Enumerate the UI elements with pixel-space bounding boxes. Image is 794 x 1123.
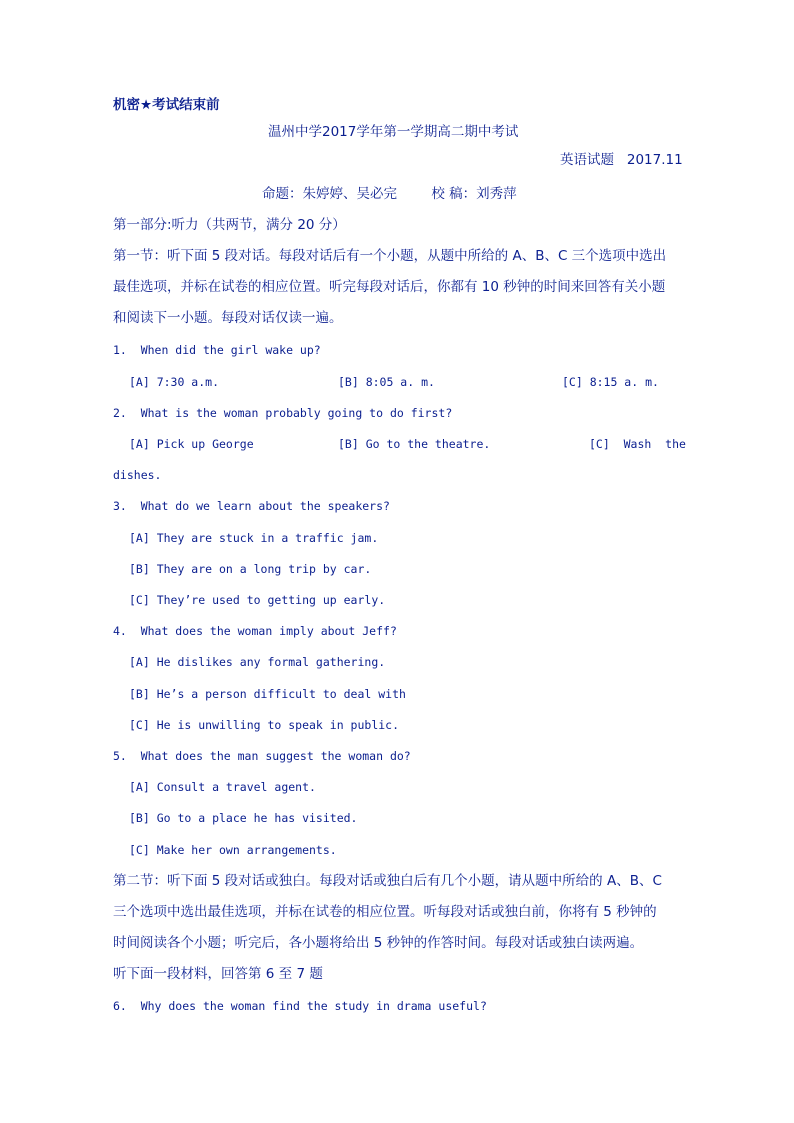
question-6: 6. Why does the woman find the study in drama useful? xyxy=(113,999,487,1013)
question-4: 4. What does the woman imply about Jeff? xyxy=(113,624,397,638)
material-note: 听下面一段材料，回答第 6 至 7 题 xyxy=(113,966,323,982)
q4-option-c: [C] He is unwilling to speak in public. xyxy=(129,718,400,732)
q5-option-a: [A] Consult a travel agent. xyxy=(129,780,316,794)
q4-option-a: [A] He dislikes any formal gathering. xyxy=(129,655,386,669)
q3-option-c: [C] They’re used to getting up early. xyxy=(129,593,386,607)
exam-title: 温州中学2017学年第一学期高二期中考试 xyxy=(268,124,519,140)
authors-line: 命题：朱婷婷、吴必完 校 稿：刘秀萍 xyxy=(262,186,517,202)
part1-heading: 第一部分:听力（共两节，满分 20 分） xyxy=(113,217,346,233)
section1-instruction-line-3: 和阅读下一小题。每段对话仅读一遍。 xyxy=(113,310,343,326)
question-5: 5. What does the man suggest the woman do? xyxy=(113,749,411,763)
section2-instruction-line-2: 三个选项中选出最佳选项，并标在试卷的相应位置。听每段对话或独白前，你将有 5 秒钟的 xyxy=(113,904,657,920)
section1-instruction-line-2: 最佳选项，并标在试卷的相应位置。听完每段对话后，你都有 10 秒钟的时间来回答有关小题 xyxy=(113,279,666,295)
q3-option-b: [B] They are on a long trip by car. xyxy=(129,562,372,576)
q2-option-c-continued: dishes. xyxy=(113,468,162,482)
section1-instruction-line-1: 第一节：听下面 5 段对话。每段对话后有一个小题，从题中所给的 A、B、C 三个选项中选出 xyxy=(113,248,667,264)
q4-option-b: [B] He’s a person difficult to deal with xyxy=(129,687,406,701)
q5-option-c: [C] Make her own arrangements. xyxy=(129,843,337,857)
q2-option-c: [C] Wash the xyxy=(589,437,686,451)
q1-option-a: [A] 7:30 a.m. xyxy=(129,375,220,389)
q1-option-c: [C] 8:15 a. m. xyxy=(562,375,659,389)
q2-option-a: [A] Pick up George xyxy=(129,437,254,451)
q2-option-b: [B] Go to the theatre. xyxy=(338,437,491,451)
confidential-label: 机密★考试结束前 xyxy=(113,97,220,113)
question-2: 2. What is the woman probably going to do first? xyxy=(113,406,453,420)
section2-instruction-line-3: 时间阅读各个小题；听完后，各小题将给出 5 秒钟的作答时间。每段对话或独白读两遍。 xyxy=(113,935,644,951)
q5-option-b: [B] Go to a place he has visited. xyxy=(129,811,358,825)
question-3: 3. What do we learn about the speakers? xyxy=(113,499,390,513)
section2-instruction-line-1: 第二节：听下面 5 段对话或独白。每段对话或独白后有几个小题，请从题中所给的 A、B、C xyxy=(113,873,662,889)
q1-option-b: [B] 8:05 a. m. xyxy=(338,375,435,389)
subject-date: 英语试题 2017.11 xyxy=(560,152,683,168)
question-1: 1. When did the girl wake up? xyxy=(113,343,321,357)
q3-option-a: [A] They are stuck in a traffic jam. xyxy=(129,531,379,545)
